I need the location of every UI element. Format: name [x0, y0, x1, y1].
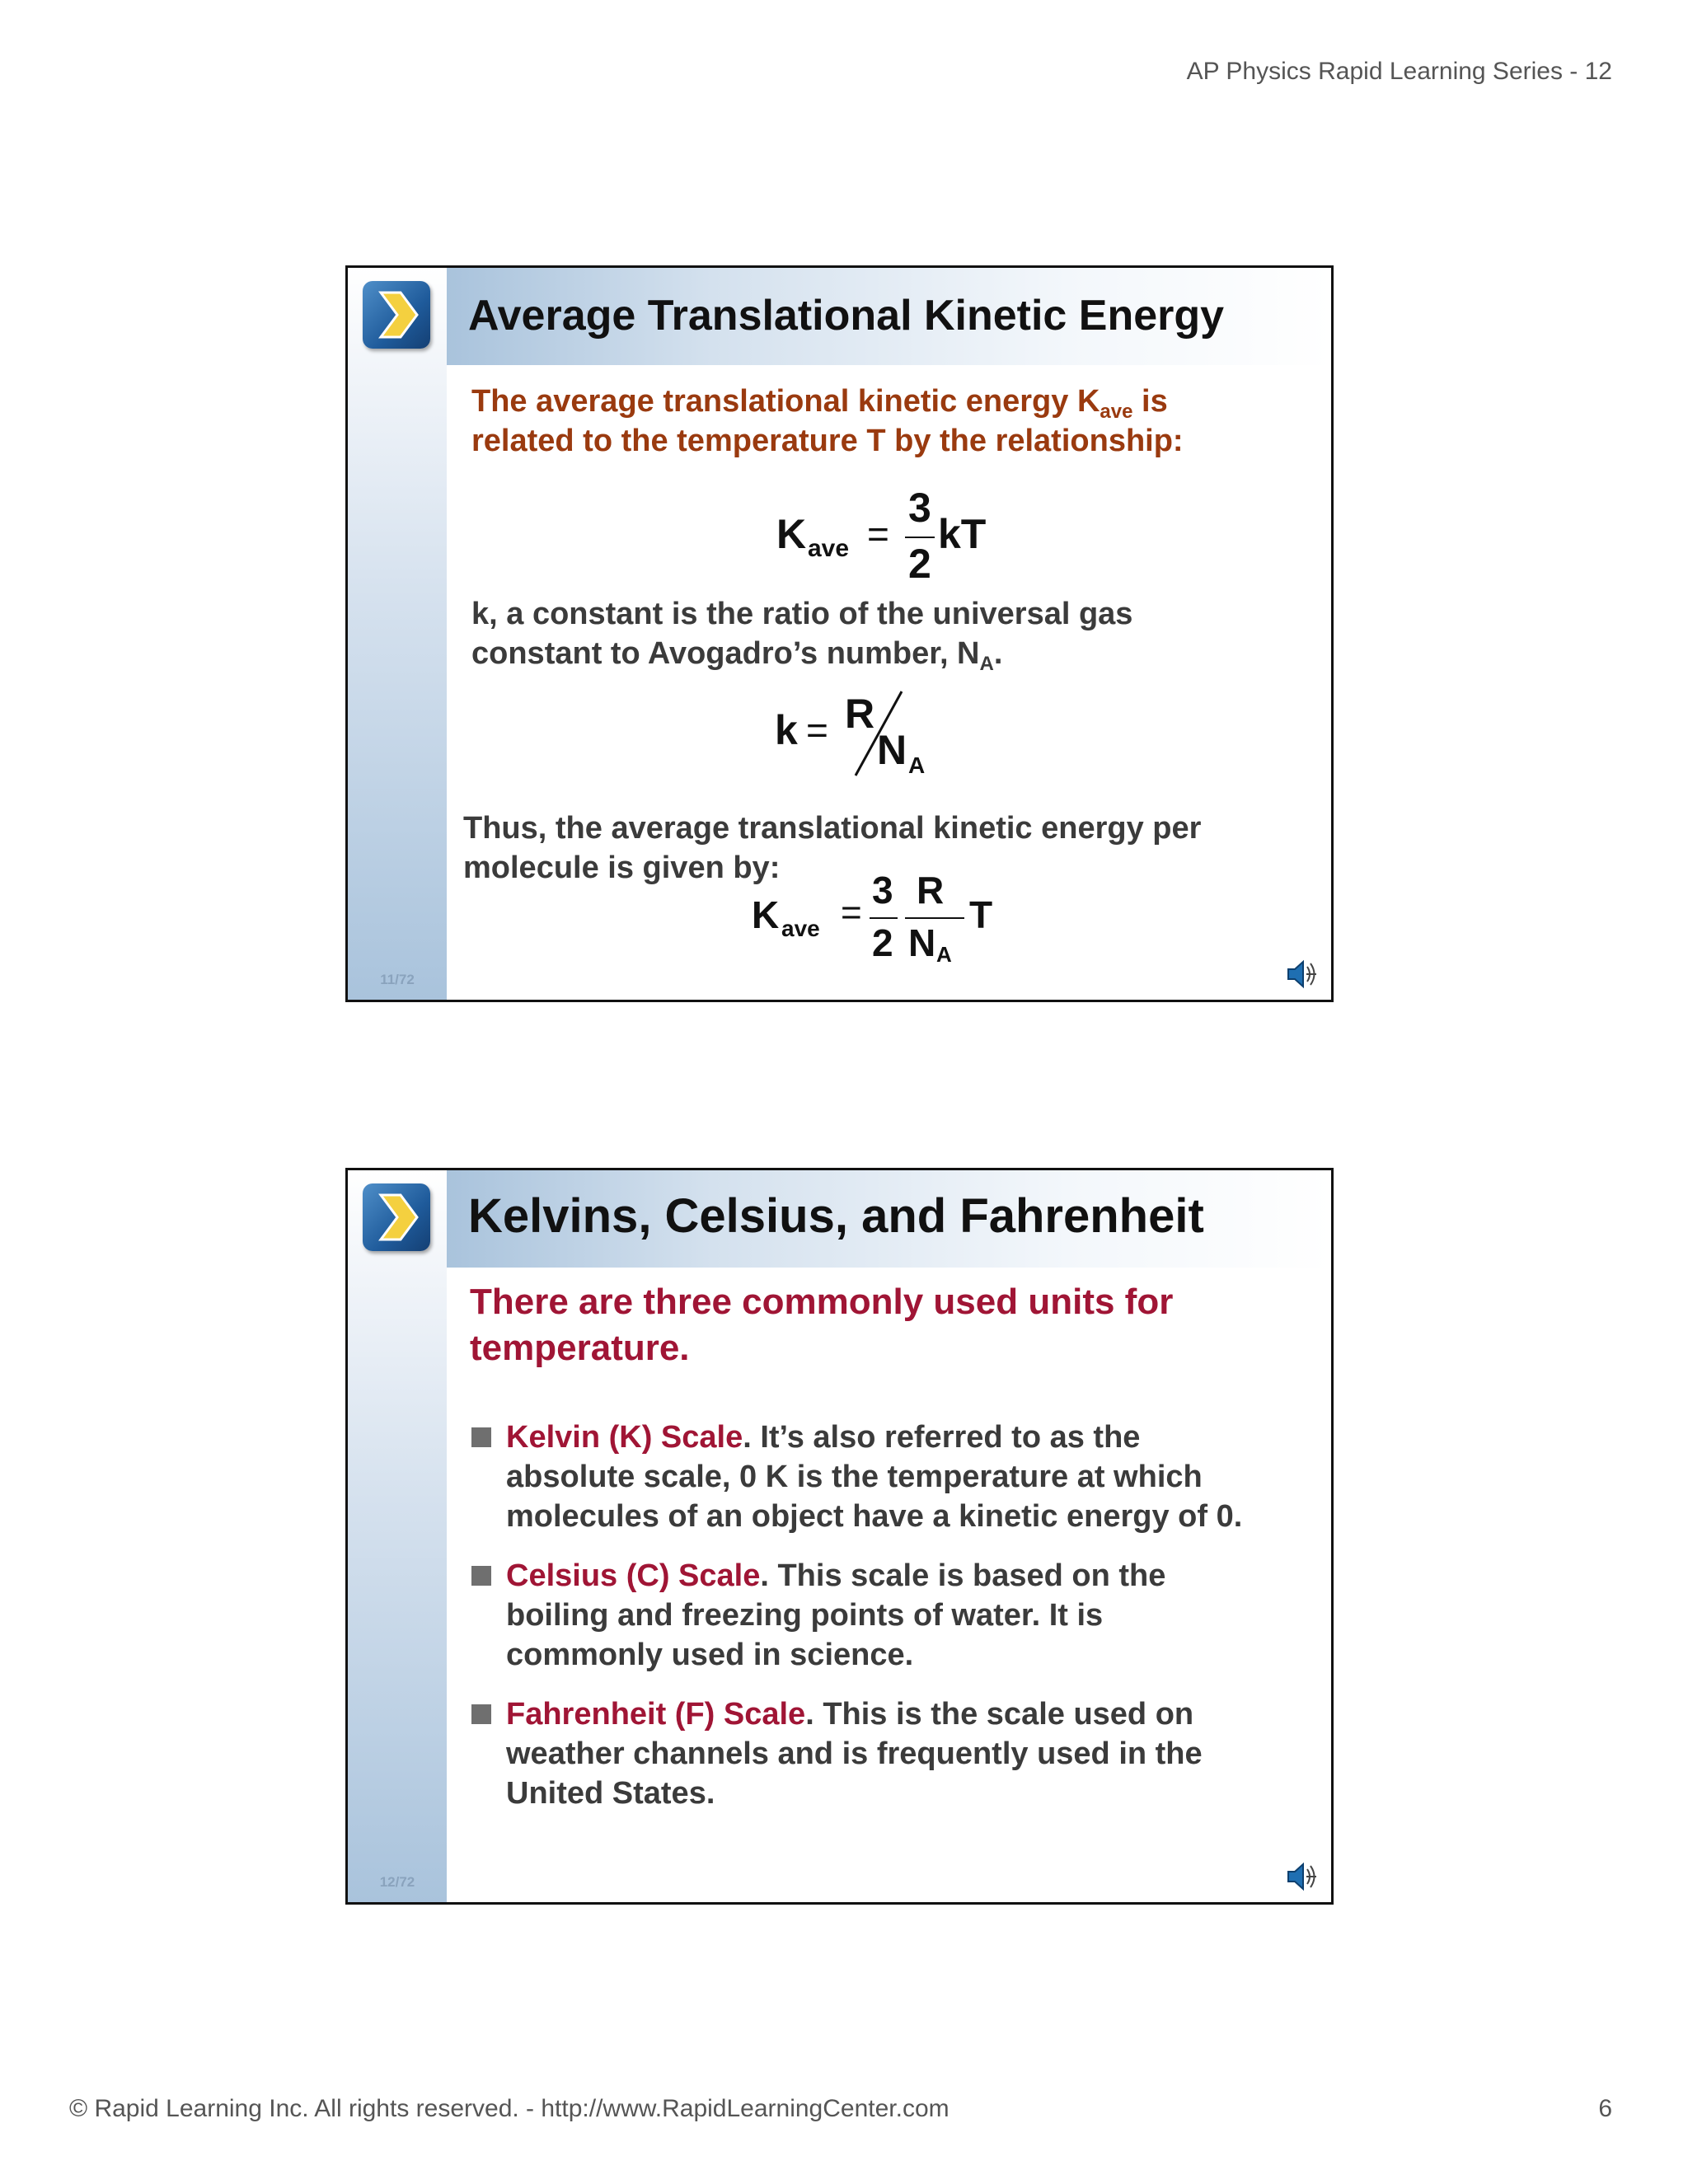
slide-title: Kelvins, Celsius, and Fahrenheit	[468, 1189, 1204, 1243]
slide-sidebar	[348, 1170, 447, 1902]
series-header: AP Physics Rapid Learning Series - 12	[1186, 58, 1612, 85]
copyright-text: © Rapid Learning Inc. All rights reserved. - http://www.RapidLearningCenter.com	[69, 2095, 950, 2122]
slide-number: 12/72	[379, 1874, 415, 1890]
speaker-icon[interactable]	[1285, 1859, 1320, 1894]
equation-boltzmann-constant: k = R N A	[775, 691, 926, 778]
speaker-icon[interactable]	[1285, 957, 1320, 991]
list-item: Celsius (C) Scale. This scale is based on the boiling and freezing points of water. It is commonly used in science.	[471, 1556, 1263, 1675]
bullet-square-icon	[471, 1427, 491, 1447]
next-arrow-icon[interactable]	[363, 281, 430, 349]
bullet-square-icon	[471, 1704, 491, 1724]
bullet-square-icon	[471, 1566, 491, 1586]
slide-title: Average Translational Kinetic Energy	[468, 292, 1225, 340]
page-footer	[69, 2095, 1612, 2123]
page-number: 6	[1598, 2095, 1612, 2122]
next-arrow-icon[interactable]	[363, 1183, 430, 1251]
k-constant-text: k, a constant is the ratio of the universal gas constant to Avogadro’s number, $N_A$.	[471, 597, 1133, 675]
equation-kinetic-energy-per-molecule: K ave = 3 2 R N A T	[752, 869, 993, 967]
list-item: Fahrenheit (F) Scale. This is the scale used on weather channels and is frequently used in the United States.	[471, 1694, 1263, 1813]
slide-number: 11/72	[380, 972, 415, 987]
equation-kinetic-energy: K ave = 3 2 kT	[776, 485, 987, 587]
intro-text: There are three commonly used units for temperature.	[470, 1282, 1174, 1368]
list-item: Kelvin (K) Scale. It’s also referred to as the absolute scale, 0 K is the temperature at which molecules of an object have a kinetic energy of 0.	[471, 1418, 1263, 1536]
intro-text: The average translational kinetic energy $K_{ave}$ is related to the temperature T by the relationship:	[471, 384, 1184, 458]
slide-sidebar	[348, 268, 447, 1000]
slide-average-kinetic-energy	[345, 265, 1334, 1002]
slide-temperature-scales	[345, 1168, 1334, 1905]
temperature-scale-list	[471, 1418, 1263, 1833]
thus-text: Thus, the average translational kinetic energy per molecule is given by:	[463, 811, 1202, 885]
